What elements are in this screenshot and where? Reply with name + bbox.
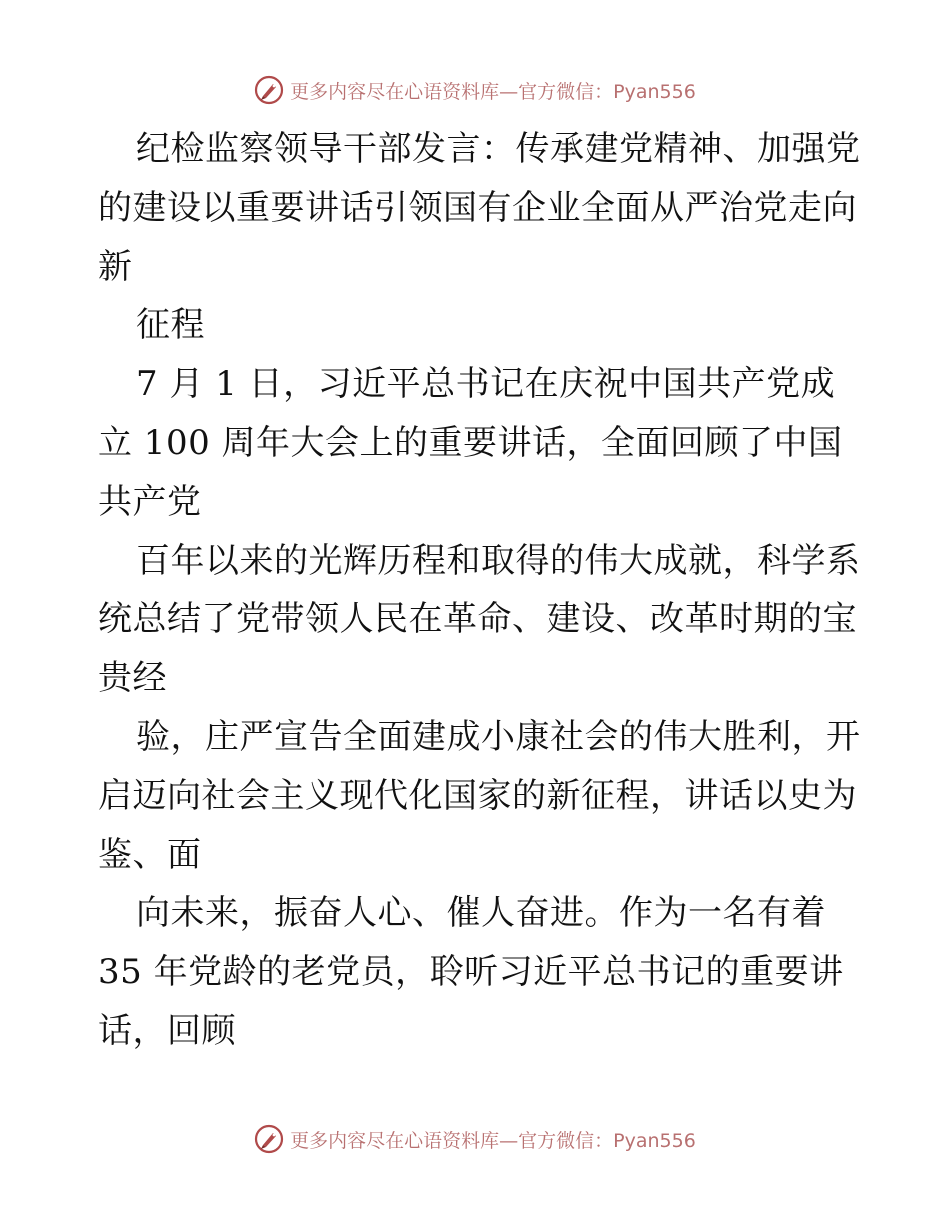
text-line: 百年以来的光辉历程和取得的伟大成就，科学系 <box>136 540 861 581</box>
text-line: 立 100 周年大会上的重要讲话，全面回顾了中国 <box>98 422 843 463</box>
text-line: 统总结了党带领人民在革命、建设、改革时期的宝 <box>98 599 857 640</box>
text-line: 7 月 1 日，习近平总书记在庆祝中国共产党成 <box>136 364 836 405</box>
banner-slogan: 更多内容尽在心语资料库—官方微信： <box>290 80 614 103</box>
text-line: 启迈向社会主义现代化国家的新征程，讲话以史为 <box>98 775 857 816</box>
document-body <box>98 120 861 1061</box>
banner-text <box>290 1126 696 1153</box>
pen-nib-logo-icon <box>254 1124 284 1154</box>
text-line: 的建设以重要讲话引领国有企业全面从严治党走向 <box>98 187 857 228</box>
wechat-id: Pyan556 <box>613 1129 696 1152</box>
text-line: 新 <box>98 246 133 287</box>
text-line: 验，庄严宣告全面建成小康社会的伟大胜利，开 <box>136 716 861 757</box>
pen-nib-logo-icon <box>254 75 284 105</box>
text-line: 共产党 <box>98 481 202 522</box>
text-line: 贵经 <box>98 658 167 699</box>
header-banner <box>0 70 950 110</box>
footer-banner <box>0 1119 950 1159</box>
text-line: 35 年党龄的老党员，聆听习近平总书记的重要讲 <box>98 952 844 993</box>
text-line: 鉴、面 <box>98 834 202 875</box>
text-line: 纪检监察领导干部发言：传承建党精神、加强党 <box>136 129 861 169</box>
wechat-id: Pyan556 <box>613 80 696 103</box>
text-line: 话，回顾 <box>98 1010 236 1051</box>
text-line: 向未来，振奋人心、催人奋进。作为一名有着 <box>136 893 826 934</box>
banner-slogan: 更多内容尽在心语资料库—官方微信： <box>290 1129 614 1152</box>
text-line: 征程 <box>136 305 205 346</box>
banner-text <box>290 77 696 104</box>
